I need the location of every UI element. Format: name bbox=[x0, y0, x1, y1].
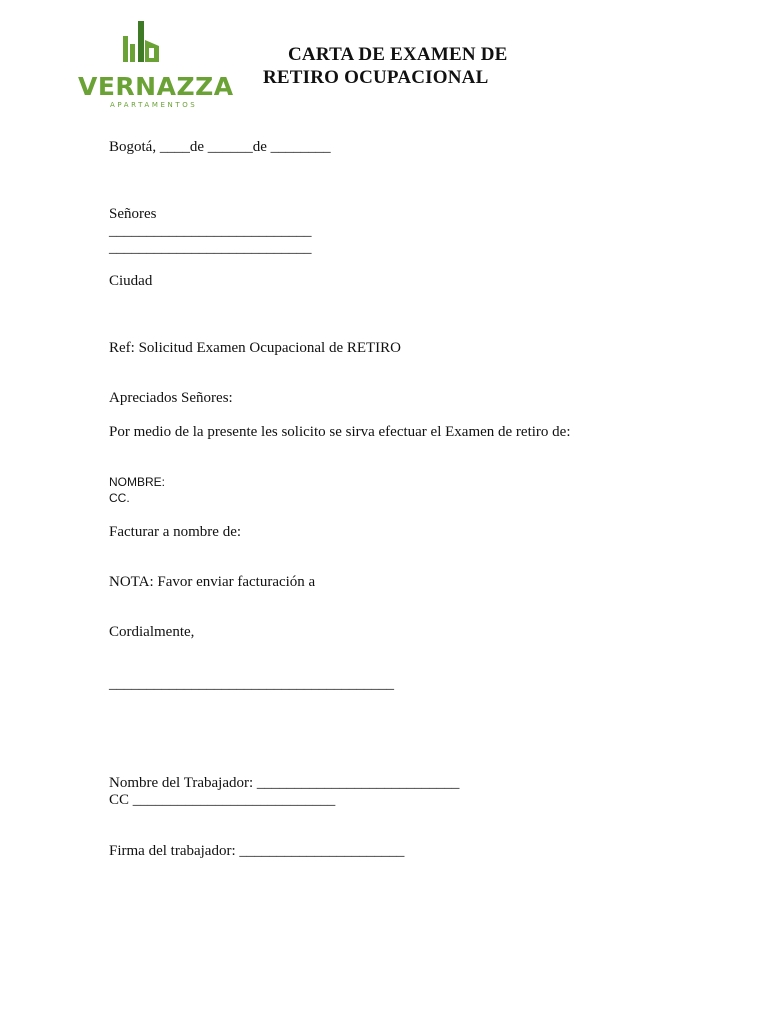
billing-line: Facturar a nombre de: bbox=[109, 524, 242, 540]
worker-cc-field: CC ___________________________ bbox=[109, 792, 336, 808]
document-title-line1: CARTA DE EXAMEN DE bbox=[288, 44, 508, 65]
note-line: NOTA: Favor enviar facturación a bbox=[109, 574, 316, 590]
request-paragraph: Por medio de la presente les solicito se sirva efectuar el Examen de retiro de: bbox=[109, 424, 571, 440]
addressee-line-2: ___________________________ bbox=[109, 240, 312, 256]
document-title-line2: RETIRO OCUPACIONAL bbox=[263, 67, 489, 88]
addressee-line-1: ___________________________ bbox=[109, 223, 312, 239]
date-line: Bogotá, ____de ______de ________ bbox=[109, 139, 331, 155]
name-label: NOMBRE: bbox=[109, 475, 166, 489]
signature-line: ______________________________________ bbox=[109, 676, 394, 692]
greeting: Apreciados Señores: bbox=[109, 390, 233, 406]
addressee: Señores bbox=[109, 206, 157, 222]
building-icon bbox=[118, 18, 168, 74]
city: Ciudad bbox=[109, 273, 153, 289]
logo-subtitle: APARTAMENTOS bbox=[110, 101, 198, 109]
company-logo bbox=[78, 18, 234, 113]
cc-label: CC. bbox=[109, 491, 130, 505]
worker-name-field: Nombre del Trabajador: ___________________________ bbox=[109, 775, 460, 791]
logo-name: VERNAZZA bbox=[78, 72, 234, 101]
reference: Ref: Solicitud Examen Ocupacional de RETIRO bbox=[109, 340, 402, 356]
worker-signature-field: Firma del trabajador: ______________________ bbox=[109, 843, 405, 859]
closing: Cordialmente, bbox=[109, 624, 195, 640]
